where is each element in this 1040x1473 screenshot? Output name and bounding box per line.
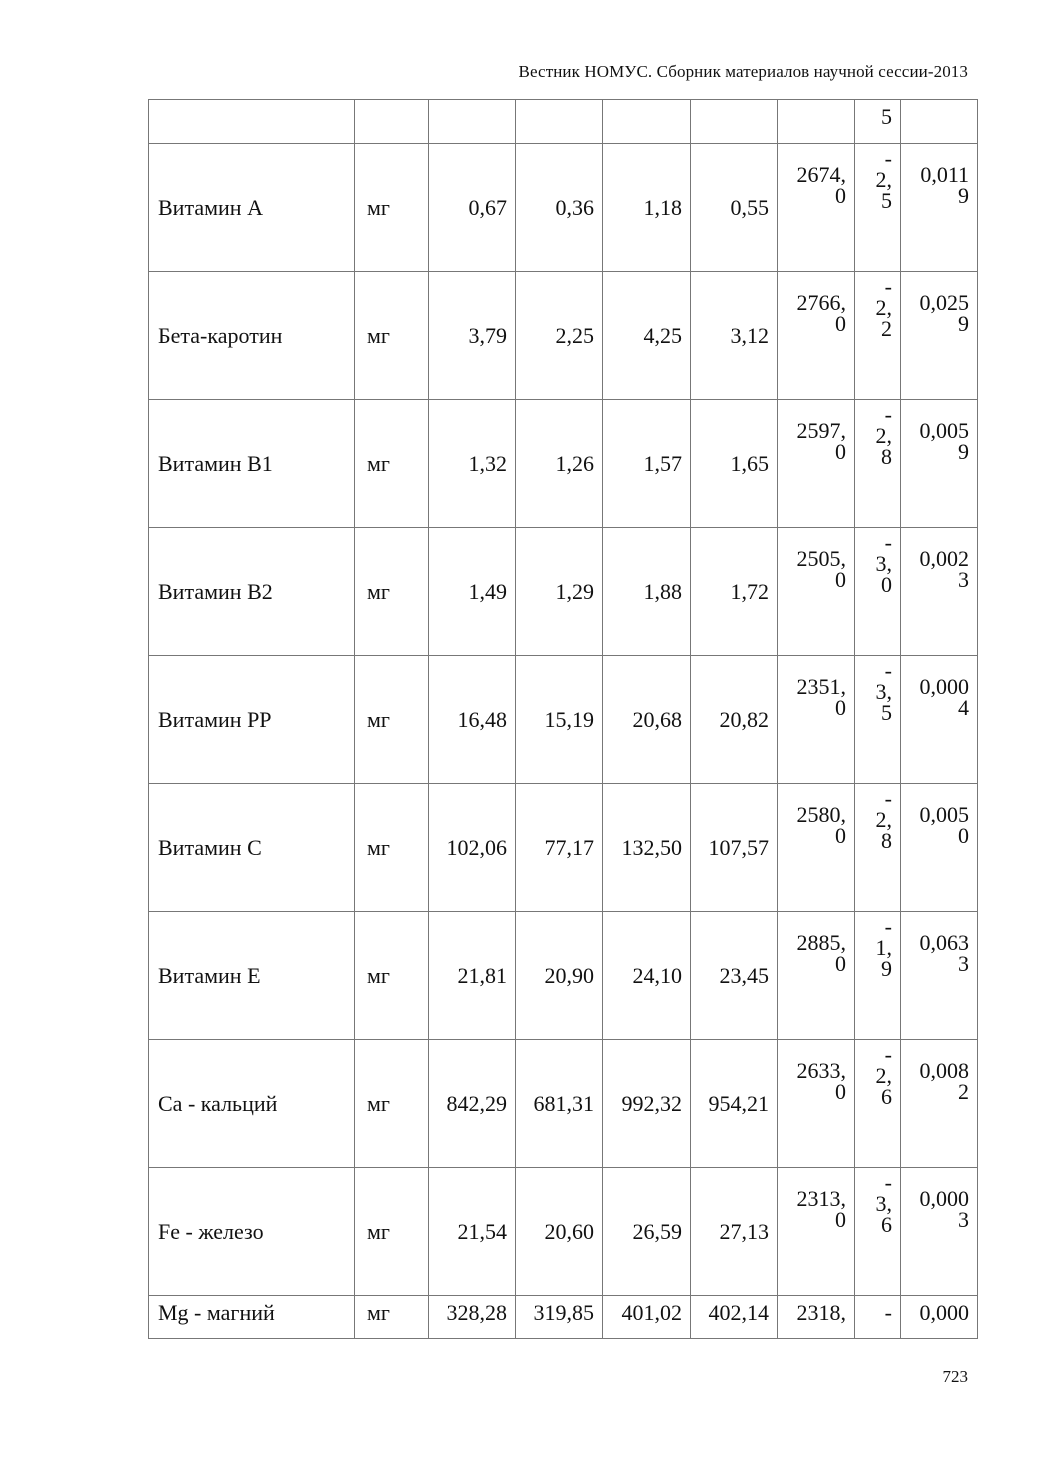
- z-stat-line: 2,: [875, 807, 892, 832]
- table-row: [149, 784, 978, 912]
- table-cell: [429, 100, 516, 144]
- z-stat-line: 2,: [875, 1063, 892, 1088]
- z-stat-line: 3,: [875, 1191, 892, 1216]
- unit-cell: мг: [355, 144, 429, 272]
- z-stat-line: -: [884, 914, 892, 939]
- value-cell: 107,57: [691, 784, 778, 912]
- u-stat-line: 2885,: [796, 930, 846, 955]
- z-stat-cell: [855, 656, 901, 784]
- z-stat-line: -: [884, 146, 892, 171]
- p-value-cell: 0,000: [901, 1296, 978, 1339]
- z-stat-line: 1,: [875, 935, 892, 960]
- p-value-line: 0,025: [919, 290, 969, 315]
- z-stat-line: 5: [881, 700, 892, 725]
- value-cell: 319,85: [516, 1296, 603, 1339]
- unit-cell: мг: [355, 528, 429, 656]
- p-value-cell: [901, 272, 978, 400]
- u-stat-line: 2505,: [796, 546, 846, 571]
- unit-cell: мг: [355, 272, 429, 400]
- table-cell: [778, 100, 855, 144]
- value-cell: 401,02: [603, 1296, 691, 1339]
- u-stat-cell: [778, 784, 855, 912]
- z-stat-line: 6: [881, 1212, 892, 1237]
- unit-cell: мг: [355, 1168, 429, 1296]
- z-stat-line: 2,: [875, 167, 892, 192]
- value-cell: 1,32: [429, 400, 516, 528]
- p-value-cell: [901, 144, 978, 272]
- table-row: [149, 1296, 978, 1339]
- table-cell: [516, 100, 603, 144]
- z-stat-line: 0: [881, 572, 892, 597]
- page-number: 723: [942, 1367, 968, 1386]
- p-value-line: 0,000: [919, 1186, 969, 1211]
- u-stat-line: 2351,: [796, 674, 846, 699]
- indicator-name-cell: Витамин В2: [149, 528, 355, 656]
- indicator-name-cell: Витамин А: [149, 144, 355, 272]
- unit-cell: мг: [355, 912, 429, 1040]
- table-cell: [149, 100, 355, 144]
- z-stat-line: -: [884, 1170, 892, 1195]
- p-value-cell: [901, 912, 978, 1040]
- value-cell: 16,48: [429, 656, 516, 784]
- value-cell: 842,29: [429, 1040, 516, 1168]
- table-row: [149, 912, 978, 1040]
- unit-cell: мг: [355, 784, 429, 912]
- table-row: [149, 528, 978, 656]
- u-stat-cell: [778, 1040, 855, 1168]
- p-value-cell: [901, 656, 978, 784]
- u-stat-line: 2580,: [796, 802, 846, 827]
- indicator-name-cell: Mg - магний: [149, 1296, 355, 1339]
- unit-cell: мг: [355, 656, 429, 784]
- u-stat-line: 0: [835, 311, 846, 336]
- p-value-cell: [901, 1040, 978, 1168]
- z-stat-cell: [855, 1168, 901, 1296]
- indicator-name-cell: Витамин РР: [149, 656, 355, 784]
- u-stat-cell: [778, 912, 855, 1040]
- table-row: [149, 1168, 978, 1296]
- u-stat-line: 2313,: [796, 1186, 846, 1211]
- z-stat-line: -: [884, 402, 892, 427]
- z-stat-line: 9: [881, 956, 892, 981]
- value-cell: 20,60: [516, 1168, 603, 1296]
- p-value-cell: [901, 784, 978, 912]
- u-stat-cell: [778, 272, 855, 400]
- u-stat-line: 2597,: [796, 418, 846, 443]
- u-stat-cell: 2318,: [778, 1296, 855, 1339]
- value-cell: 681,31: [516, 1040, 603, 1168]
- z-stat-line: 3,: [875, 679, 892, 704]
- p-value-line: 9: [958, 183, 969, 208]
- table-row: [149, 144, 978, 272]
- p-value-line: 2: [958, 1079, 969, 1104]
- unit-cell: мг: [355, 400, 429, 528]
- table-row: [149, 100, 978, 144]
- value-cell: 27,13: [691, 1168, 778, 1296]
- indicator-name-cell: Бета-каротин: [149, 272, 355, 400]
- u-stat-line: 0: [835, 1079, 846, 1104]
- value-cell: 102,06: [429, 784, 516, 912]
- u-stat-line: 0: [835, 567, 846, 592]
- value-cell: 1,72: [691, 528, 778, 656]
- u-stat-line: 0: [835, 183, 846, 208]
- value-cell: 20,68: [603, 656, 691, 784]
- u-stat-line: 0: [835, 439, 846, 464]
- p-value-cell: [901, 528, 978, 656]
- z-stat-line: -: [884, 658, 892, 683]
- value-cell: 0,67: [429, 144, 516, 272]
- z-stat-line: 5: [881, 188, 892, 213]
- indicator-name-cell: Витамин Е: [149, 912, 355, 1040]
- value-cell: 328,28: [429, 1296, 516, 1339]
- p-value-line: 0,063: [919, 930, 969, 955]
- z-stat-line: 2: [881, 316, 892, 341]
- value-cell: 21,81: [429, 912, 516, 1040]
- value-cell: 15,19: [516, 656, 603, 784]
- value-cell: 77,17: [516, 784, 603, 912]
- table-row: [149, 1040, 978, 1168]
- z-stat-cell: [855, 528, 901, 656]
- table-cell: [355, 100, 429, 144]
- p-value-line: 3: [958, 951, 969, 976]
- value-cell: 4,25: [603, 272, 691, 400]
- z-stat-cell: [855, 912, 901, 1040]
- u-stat-line: 0: [835, 823, 846, 848]
- value-cell: 1,65: [691, 400, 778, 528]
- z-stat-line: 8: [881, 828, 892, 853]
- u-stat-cell: [778, 656, 855, 784]
- p-value-line: 4: [958, 695, 969, 720]
- z-stat-cell: [855, 400, 901, 528]
- value-cell: 21,54: [429, 1168, 516, 1296]
- value-cell: 1,49: [429, 528, 516, 656]
- value-cell: 0,55: [691, 144, 778, 272]
- p-value-cell: [901, 400, 978, 528]
- z-stat-cell: -: [855, 1296, 901, 1339]
- value-cell: 0,36: [516, 144, 603, 272]
- table-cell: [603, 100, 691, 144]
- table-row: [149, 272, 978, 400]
- p-value-line: 0,008: [919, 1058, 969, 1083]
- p-value-line: 0,002: [919, 546, 969, 571]
- u-stat-line: 2674,: [796, 162, 846, 187]
- u-stat-line: 2633,: [796, 1058, 846, 1083]
- p-value-cell: [901, 1168, 978, 1296]
- u-stat-cell: [778, 1168, 855, 1296]
- z-stat-line: 3,: [875, 551, 892, 576]
- table-row: [149, 656, 978, 784]
- value-cell: 3,12: [691, 272, 778, 400]
- data-table: [148, 99, 978, 1339]
- z-stat-line: -: [884, 274, 892, 299]
- u-stat-line: 0: [835, 951, 846, 976]
- table-cell: [901, 100, 978, 144]
- p-value-line: 0,005: [919, 418, 969, 443]
- value-cell: 20,90: [516, 912, 603, 1040]
- value-cell: 20,82: [691, 656, 778, 784]
- running-header: Вестник НОМУС. Сборник материалов научной сессии-2013: [518, 62, 968, 81]
- indicator-name-cell: Витамин С: [149, 784, 355, 912]
- z-stat-line: 6: [881, 1084, 892, 1109]
- z-stat-line: 2,: [875, 423, 892, 448]
- p-value-line: 0,011: [920, 162, 969, 187]
- p-value-line: 3: [958, 1207, 969, 1232]
- value-cell: 1,26: [516, 400, 603, 528]
- u-stat-line: 0: [835, 1207, 846, 1232]
- value-cell: 3,79: [429, 272, 516, 400]
- unit-cell: мг: [355, 1040, 429, 1168]
- z-stat-line: 2,: [875, 295, 892, 320]
- t-value-cell: 5: [855, 100, 901, 144]
- u-stat-cell: [778, 400, 855, 528]
- z-stat-line: -: [884, 786, 892, 811]
- z-stat-line: -: [884, 1042, 892, 1067]
- value-cell: 23,45: [691, 912, 778, 1040]
- value-cell: 1,88: [603, 528, 691, 656]
- value-cell: 954,21: [691, 1040, 778, 1168]
- u-stat-line: 2766,: [796, 290, 846, 315]
- value-cell: 1,57: [603, 400, 691, 528]
- p-value-line: 9: [958, 439, 969, 464]
- u-stat-cell: [778, 528, 855, 656]
- value-cell: 1,18: [603, 144, 691, 272]
- u-stat-cell: [778, 144, 855, 272]
- unit-cell: мг: [355, 1296, 429, 1339]
- z-stat-line: -: [884, 530, 892, 555]
- value-cell: 26,59: [603, 1168, 691, 1296]
- z-stat-line: 8: [881, 444, 892, 469]
- value-cell: 24,10: [603, 912, 691, 1040]
- value-cell: 2,25: [516, 272, 603, 400]
- z-stat-cell: [855, 784, 901, 912]
- p-value-line: 0: [958, 823, 969, 848]
- p-value-line: 3: [958, 567, 969, 592]
- z-stat-cell: [855, 1040, 901, 1168]
- z-stat-cell: [855, 144, 901, 272]
- indicator-name-cell: Са - кальций: [149, 1040, 355, 1168]
- table-row: [149, 400, 978, 528]
- indicator-name-cell: Fe - железо: [149, 1168, 355, 1296]
- value-cell: 992,32: [603, 1040, 691, 1168]
- indicator-name-cell: Витамин В1: [149, 400, 355, 528]
- p-value-line: 0,005: [919, 802, 969, 827]
- value-cell: 132,50: [603, 784, 691, 912]
- p-value-line: 0,000: [919, 674, 969, 699]
- value-cell: 402,14: [691, 1296, 778, 1339]
- p-value-line: 9: [958, 311, 969, 336]
- z-stat-cell: [855, 272, 901, 400]
- u-stat-line: 0: [835, 695, 846, 720]
- table-cell: [691, 100, 778, 144]
- value-cell: 1,29: [516, 528, 603, 656]
